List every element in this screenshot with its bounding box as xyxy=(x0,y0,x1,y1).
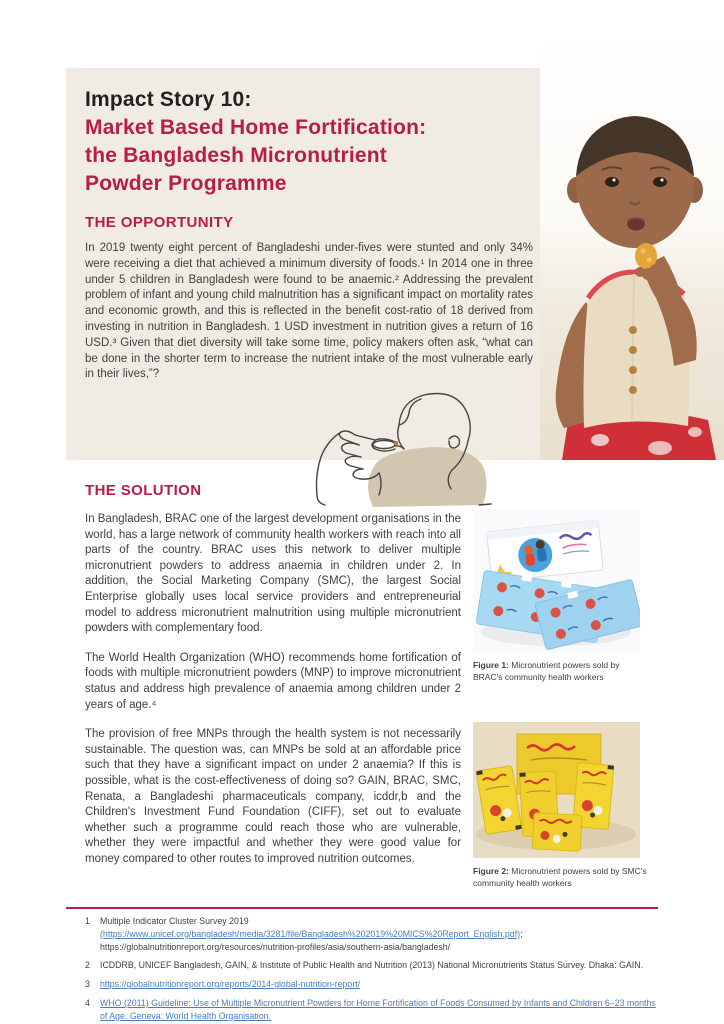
solution-paragraph-2: The World Health Organization (WHO) recommends home fortification of foods with multiple micronutrient powders (MNP) to improve micronutrient status and address high prevalence of anaemia among children under 2 years of age.⁴ xyxy=(85,651,461,711)
footnote-2 xyxy=(85,959,657,972)
page-title-line-2: the Bangladesh Micronutrient xyxy=(85,144,387,167)
solution-body xyxy=(85,512,461,881)
footnote-1-post: ; https://globalnutritionreport.org/resources/nutrition-profiles/asia/southern-asia/bangladesh/ xyxy=(100,928,523,952)
footnote-3 xyxy=(85,978,657,991)
solution-paragraph-3: The provision of free MNPs through the health system is not necessarily sustainable. The question was, can MNPs be sold at an affordable price such that they have a significant impact on under 2 anaemia? If this is possible, what is the cost-effectiveness of doing so? GAIN, BRAC, SMC, Renata, a Bangladeshi pharmaceuticals company, icddr,b and the Children's Investment Fund Foundation (CIFF), set out to evaluate whether such a programme could reach those who are vulnerable, whether they were impactful and whether they were good value for money compared to other routes to improved nutrition outcomes. xyxy=(85,728,461,865)
footnote-4-link[interactable]: WHO (2011) Guideline: Use of Multiple Micronutrient Powders for Home Fortification of Foods Consumed by Infants and Children 6–23 months of Age. Geneva: World Health Organisation. xyxy=(100,997,656,1021)
footnote-3-number: 3 xyxy=(85,979,90,990)
footnote-2-text: ICDDRB, UNICEF Bangladesh, GAIN, & Institute of Public Health and Nutrition (2013) National Micronutrients Status Survey. Dhaka: GAIN. xyxy=(100,960,644,971)
solution-heading: THE SOLUTION xyxy=(85,482,202,499)
yellow-sachets-illustration xyxy=(473,722,640,858)
footnote-3-link[interactable]: https://globalnutritionreport.org/reports/2014-global-nutrition-report/ xyxy=(100,979,361,990)
footnote-4 xyxy=(85,997,657,1023)
footnote-1-pre: Multiple Indicator Cluster Survey 2019 xyxy=(100,916,249,926)
feeding-line-art xyxy=(283,383,508,509)
opportunity-body: In 2019 twenty eight percent of Bangladeshi under-fives were stunted and only 34% were receiving a diet that achieved a minimum diversity of foods.¹ In 2014 one in three under 5 children in Bangladesh were found to be anaemic.² Addressing the prevalent problem of infant and young child malnutrition has a significant impact on mortality rates and economic growth, and this is reflected in the benefit cost-ratio of 18 derived from investing in nutrition in Bangladesh. 1 USD investment in nutrition gives a return of 16 USD.³ Given that diet diversity will take some time, policy makers often ask, “what can be done in the shorter term to increase the nutrient intake of the most vulnerable early in their lives,”? xyxy=(85,242,533,381)
footnote-4-number: 4 xyxy=(85,997,90,1008)
figure-1-label: Figure 1: xyxy=(473,660,509,670)
footnote-4-text xyxy=(100,997,657,1023)
baby-photo xyxy=(540,30,724,460)
figure-1-caption-text: Micronutrient powers sold by BRAC's community health workers xyxy=(473,660,620,682)
solution-paragraph-1: In Bangladesh, BRAC one of the largest development organisations in the world, has a large network of community health workers with reach into all parts of the country. BRAC uses this network to deliver multiple micronutrient powders to address anaemia in children under 2. In addition, the Social Marketing Company (SMC), the largest Social Enterprise globally uses local service providers and entrepreneurial model to address micronutrient malnutrition using multiple micronutrient powders with complementary food. xyxy=(85,513,461,635)
figure-2-image xyxy=(473,722,640,858)
page-title-prefix: Impact Story 10: xyxy=(85,88,252,111)
figure-1-image xyxy=(473,510,640,653)
footnote-1-number: 1 xyxy=(85,916,90,926)
figure-2-caption xyxy=(473,866,651,889)
footnote-2-number: 2 xyxy=(85,960,90,971)
baby-photo-illustration xyxy=(540,30,724,460)
feeding-illustration xyxy=(283,383,508,509)
opportunity-heading: THE OPPORTUNITY xyxy=(85,214,234,231)
figure-2-label: Figure 2: xyxy=(473,866,509,876)
footnote-divider xyxy=(66,907,658,909)
footnote-1 xyxy=(85,915,657,953)
hero-content xyxy=(85,86,533,383)
footnotes xyxy=(85,915,657,1024)
figure-1-caption xyxy=(473,660,651,683)
footnote-1-text xyxy=(100,915,657,953)
figure-2-caption-text: Micronutrient powers sold by SMC's community health workers xyxy=(473,866,647,888)
footnote-1-link[interactable]: (https://www.unicef.org/bangladesh/media/3281/file/Bangladesh%202019%20MICS%20Report_English.pdf) xyxy=(100,928,521,939)
footnote-3-text xyxy=(100,978,657,991)
page-title-line-3: Powder Programme xyxy=(85,172,287,195)
page-title-line-1: Market Based Home Fortification: xyxy=(85,116,427,139)
mnp-box-sachets-illustration xyxy=(473,510,640,653)
